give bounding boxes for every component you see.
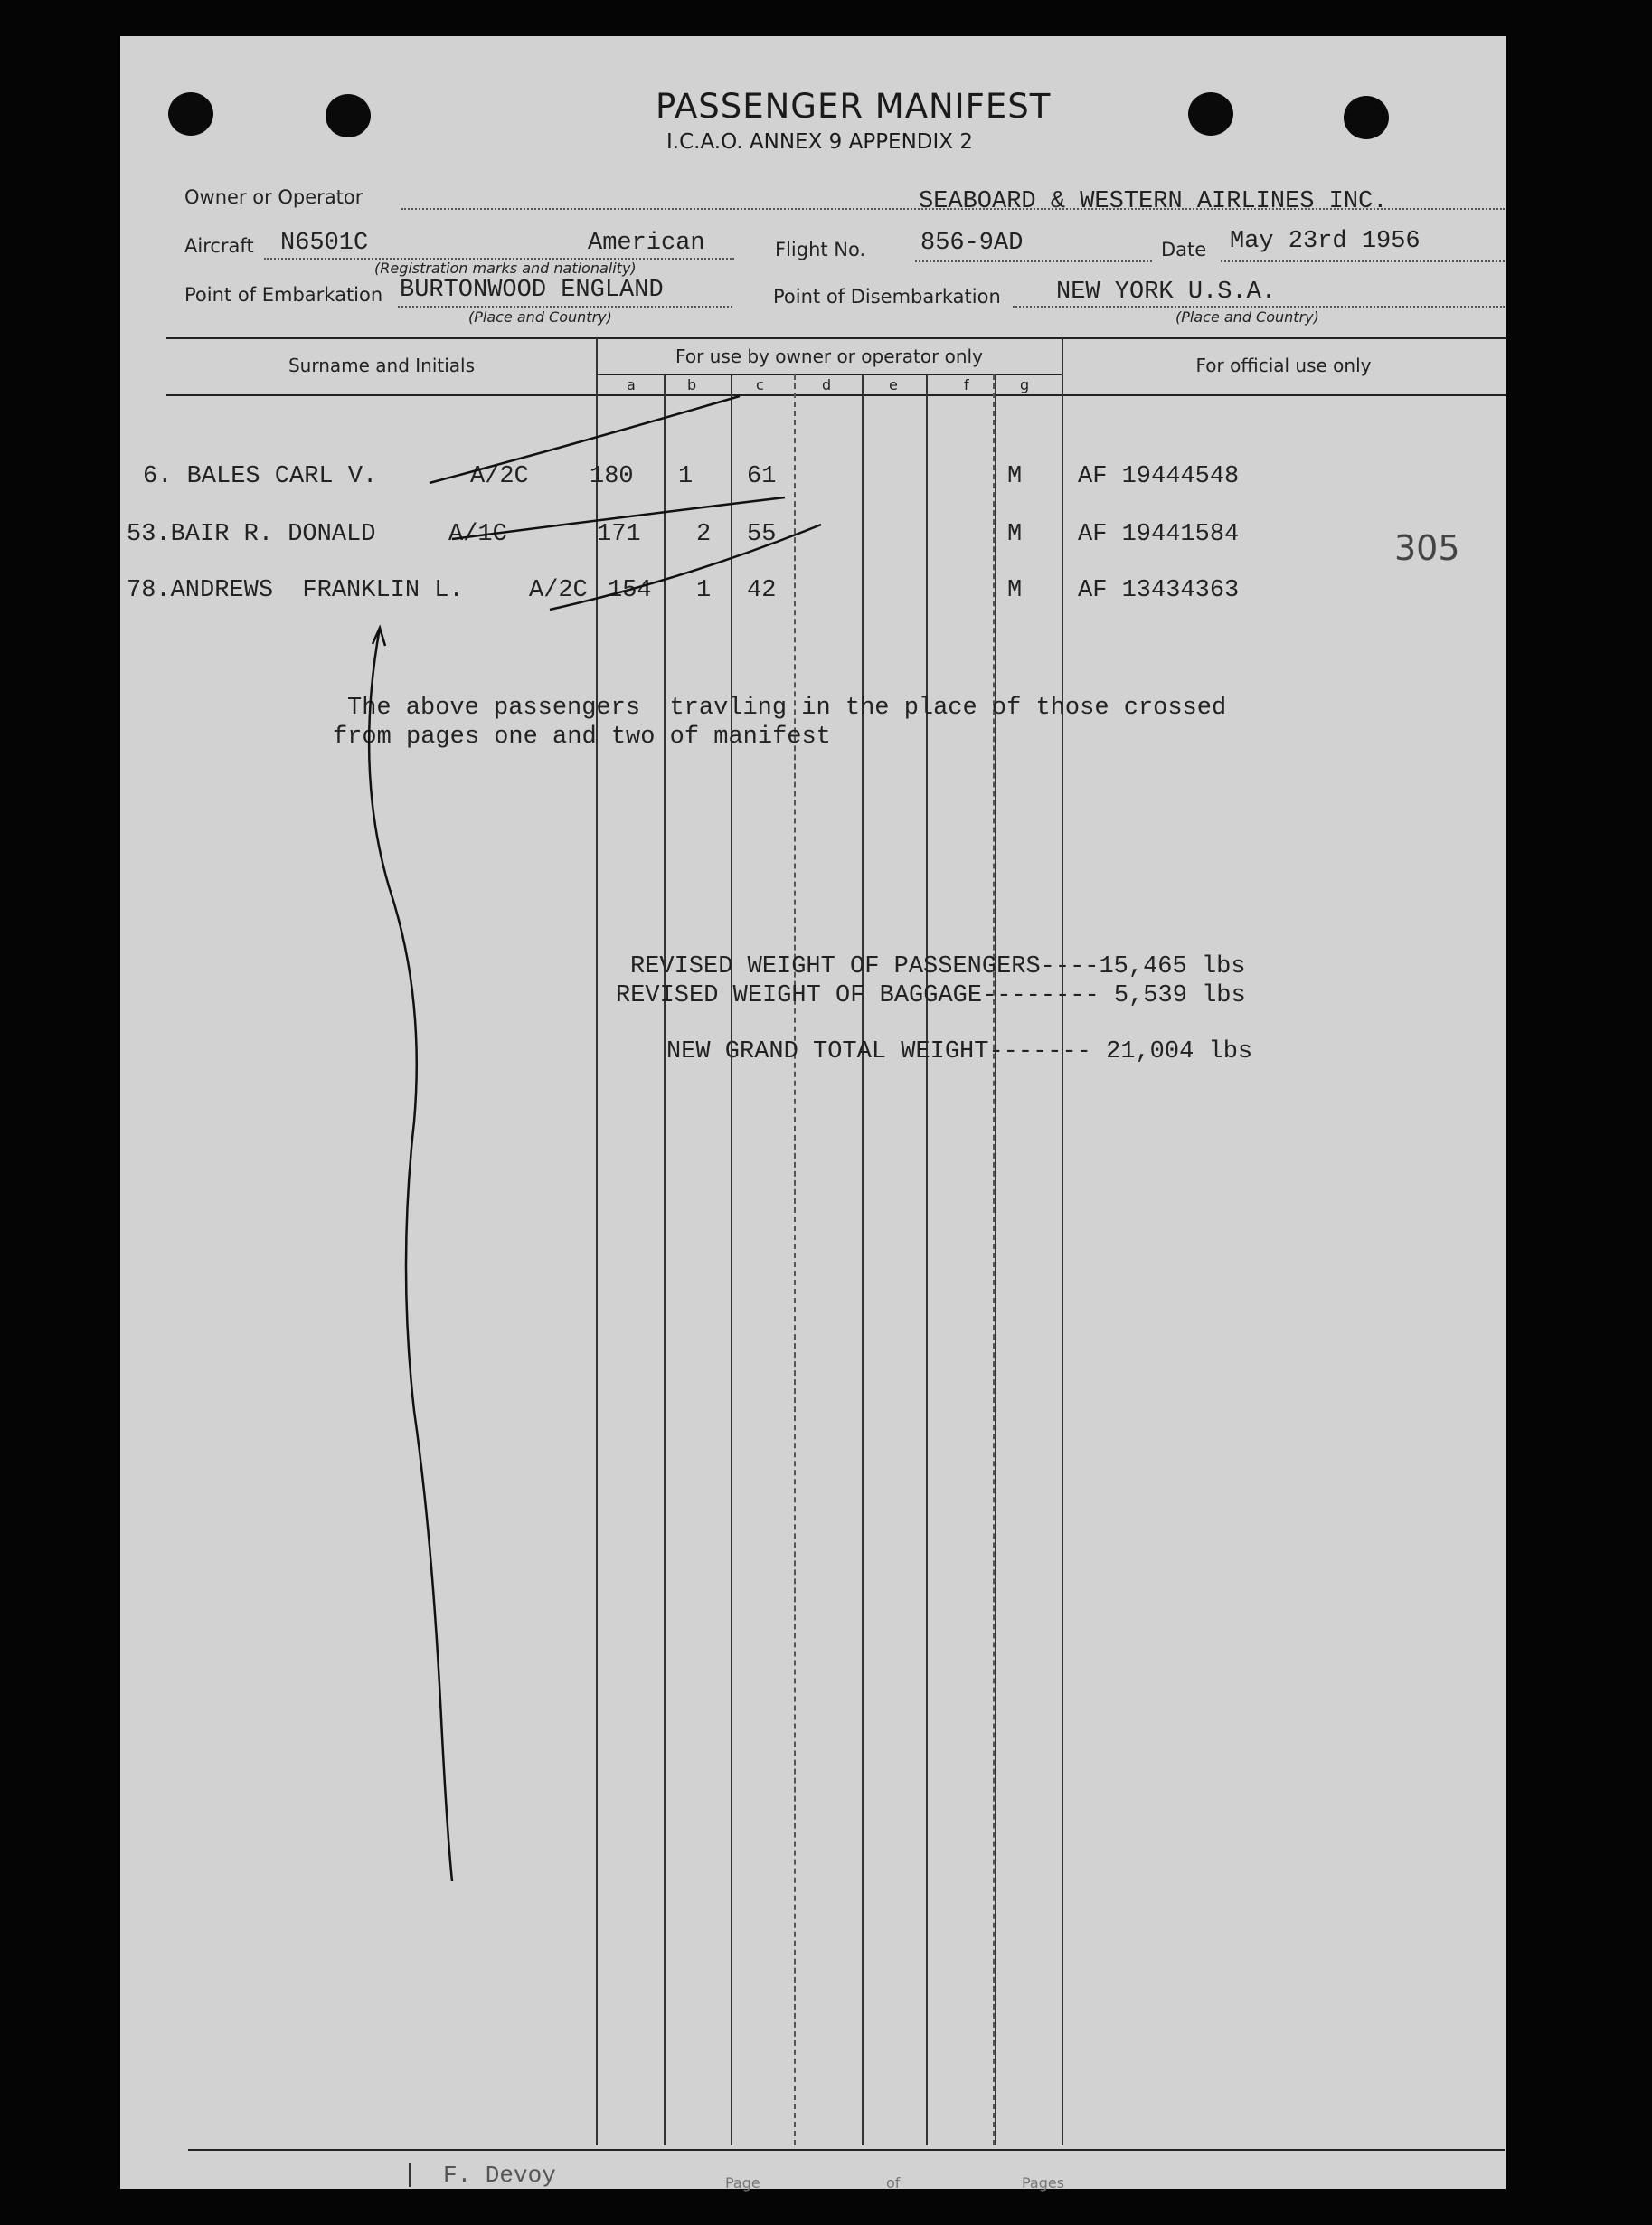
passenger-name: 6. BALES CARL V. (143, 463, 378, 490)
subcol-f: f (964, 376, 969, 393)
owner-value: SEABOARD & WESTERN AIRLINES INC. (919, 188, 1388, 215)
arrow-curve (369, 628, 452, 1881)
passenger-col-c: 61 (747, 463, 777, 490)
margin-page-number: 305 (1394, 528, 1460, 568)
passenger-col-a: 154 (608, 577, 652, 604)
disembark-label: Point of Disembarkation (773, 286, 1001, 308)
passenger-col-g: M (1007, 521, 1023, 548)
nationality-value: American (588, 230, 705, 257)
registration-note: (Registration marks and nationality) (374, 260, 637, 277)
aircraft-value: N6501C (280, 230, 369, 257)
date-label: Date (1161, 239, 1207, 260)
signature: F. Devoy (443, 2162, 556, 2189)
passenger-col-g: M (1007, 463, 1023, 490)
passenger-col-c: 42 (747, 577, 777, 604)
aircraft-label: Aircraft (184, 235, 254, 257)
passenger-name: 53.BAIR R. DONALD (127, 521, 376, 548)
note-line-2: from pages one and two of manifest (333, 724, 831, 751)
passenger-rank: A/2C (529, 577, 588, 604)
embark-label: Point of Embarkation (184, 284, 383, 306)
flight-value: 856-9AD (920, 230, 1024, 257)
passenger-official: AF 19444548 (1078, 463, 1240, 490)
col-official-header: For official use only (1195, 355, 1372, 376)
passenger-rank: A/2C (470, 463, 529, 490)
disembark-value: NEW YORK U.S.A. (1056, 279, 1277, 306)
passenger-col-a: 180 (590, 463, 634, 490)
footer-page-label: Page (725, 2174, 760, 2192)
subcol-b: b (687, 376, 697, 393)
passenger-col-g: M (1007, 577, 1023, 604)
embark-value: BURTONWOOD ENGLAND (400, 277, 664, 304)
passenger-official: AF 13434363 (1078, 577, 1240, 604)
passenger-col-b: 1 (696, 577, 712, 604)
subcol-a: a (627, 376, 636, 393)
form-subtitle: I.C.A.O. ANNEX 9 APPENDIX 2 (666, 130, 973, 154)
strike-line (550, 525, 821, 610)
form-title: PASSENGER MANIFEST (656, 87, 1052, 126)
flight-label: Flight No. (775, 239, 866, 260)
date-value: May 23rd 1956 (1230, 228, 1421, 255)
passenger-col-a: 171 (597, 521, 641, 548)
footer-pages-label: Pages (1022, 2174, 1065, 2192)
disembark-note: (Place and Country) (1175, 308, 1319, 326)
col-owner-use-header: For use by owner or operator only (675, 346, 983, 367)
passenger-col-b: 1 (678, 463, 694, 490)
passenger-name: 78.ANDREWS FRANKLIN L. (127, 577, 464, 604)
passenger-col-c: 55 (747, 521, 777, 548)
revised-passenger-weight: REVISED WEIGHT OF PASSENGERS----15,465 lbs (630, 953, 1246, 980)
col-surname-header: Surname and Initials (288, 355, 476, 376)
note-line-1: The above passengers travling in the place of those crossed (347, 695, 1227, 722)
embark-note: (Place and Country) (468, 308, 612, 326)
strike-line (452, 497, 785, 539)
subcol-c: c (756, 376, 764, 393)
footer-of-label: of (886, 2174, 901, 2192)
grand-total-weight: NEW GRAND TOTAL WEIGHT------- 21,004 lbs (666, 1038, 1253, 1065)
passenger-col-b: 2 (696, 521, 712, 548)
subcol-e: e (889, 376, 898, 393)
strike-line (430, 396, 740, 483)
owner-label: Owner or Operator (184, 186, 363, 208)
passenger-official: AF 19441584 (1078, 521, 1240, 548)
subcol-g: g (1020, 376, 1030, 393)
subcol-d: d (822, 376, 832, 393)
revised-baggage-weight: REVISED WEIGHT OF BAGGAGE-------- 5,539 lbs (616, 982, 1246, 1009)
passenger-rank: A/1C (448, 521, 507, 548)
